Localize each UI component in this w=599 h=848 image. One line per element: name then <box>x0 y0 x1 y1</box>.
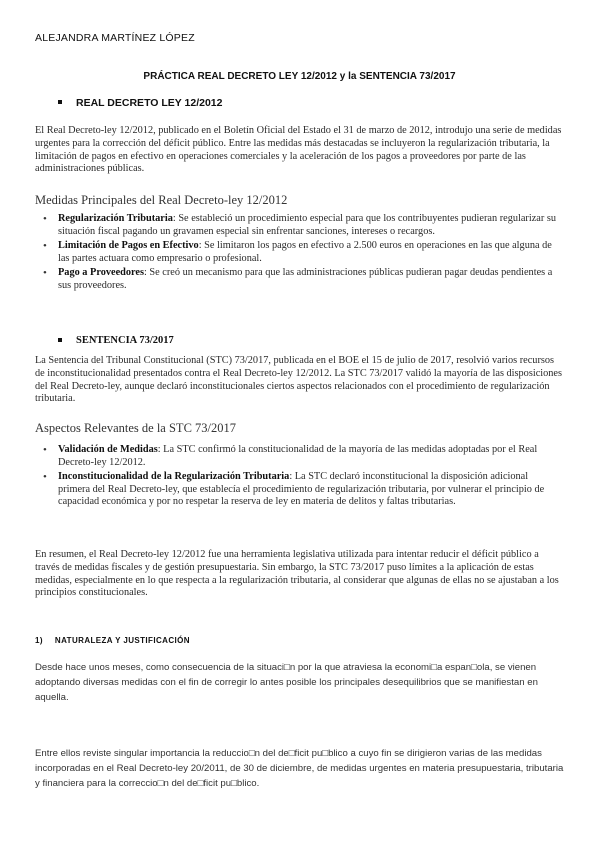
list-item-term: Regularización Tributaria <box>58 213 173 224</box>
list-item <box>43 471 558 509</box>
decreto-intro-paragraph: El Real Decreto-ley 12/2012, publicado en el Boletín Oficial del Estado el 31 de marzo de 2012, introdujo una serie de medidas urgentes para la corrección del déficit público. Entre las medidas más destacadas se incluyeron la regularización tributaria, la limitación de pagos en efectivo en operaciones comerciales y la aceleración de los pagos a proveedores por parte de las administraciones públicas. <box>35 125 562 175</box>
sentencia-aspects-list <box>43 444 558 511</box>
list-item-term: Pago a Proveedores <box>58 267 144 279</box>
bullet-icon: • <box>43 267 47 280</box>
sentencia-intro-paragraph: La Sentencia del Tribunal Constitucional (STC) 73/2017, publicada en el BOE el 15 de julio de 2017, resolvió varios recursos de inconstitucionalidad presentados contra el Real Decreto-ley 12/2012. La STC 73/2017 validó la mayoría de las disposiciones del Real Decreto-ley, aunque declaró inconstitucionales ciertos aspectos relacionados con el procedimiento de regularización tributaria. <box>35 355 563 405</box>
bullet-icon: • <box>43 444 47 456</box>
list-item-text: : Se creó un mecanismo para que las administraciones públicas pudieran pagar deudas pendientes a sus proveedores. <box>58 267 553 291</box>
bullet-icon <box>58 338 62 342</box>
list-item-term: Validación de Medidas <box>58 444 158 455</box>
bullet-icon: • <box>43 213 47 225</box>
bullet-icon: • <box>43 471 47 484</box>
section-heading-label: SENTENCIA 73/2017 <box>76 335 174 346</box>
section-heading-label: REAL DECRETO LEY 12/2012 <box>76 97 223 109</box>
list-item-term: Limitación de Pagos en Efectivo <box>58 240 199 252</box>
bullet-icon: • <box>43 240 47 253</box>
page-title: PRÁCTICA REAL DECRETO LEY 12/2012 y la SENTENCIA 73/2017 <box>143 71 456 82</box>
naturaleza-heading <box>35 636 190 645</box>
decreto-measures-list <box>43 213 558 295</box>
naturaleza-paragraph-1: Desde hace unos meses, como consecuencia de la situaci□n por la que atraviesa la economi□a espan□ola, se vienen adoptando diversas medidas con el fin de corregir lo antes posible los principales desequilibrios que se manifiestan en aquella. <box>35 662 538 703</box>
list-item-text: : La STC declaró inconstitucional la disposición adicional primera del Real Decreto-ley, que establecía el procedimiento de regularización tributaria, por vulnerar el principio de capacidad económica y por no respetar la reserva de ley en materia de delitos y faltas tributarias. <box>58 471 545 508</box>
list-item-text: : Se limitaron los pagos en efectivo a 2.500 euros en operaciones en las que alguna de las partes actuara como empresario o profesional. <box>58 240 552 264</box>
list-item <box>43 240 558 265</box>
list-item <box>43 267 558 292</box>
conclusion-paragraph: En resumen, el Real Decreto-ley 12/2012 fue una herramienta legislativa utilizada para intentar reducir el déficit público a través de medidas fiscales y de gestión presupuestaria. Sin embargo, la STC 73/2017 puso límites a la aplicación de estas medidas, especialmente en lo que respecta a la regularización tributaria, al considerar que algunas de ellas no se ajustaban a los principios constitucionales. <box>35 549 559 599</box>
list-item <box>43 444 558 469</box>
section-heading-label: NATURALEZA Y JUSTIFICACIÓN <box>54 636 190 645</box>
section-heading-decreto <box>58 97 222 109</box>
list-item-text: : La STC confirmó la constitucionalidad de la mayoría de las medidas adoptadas por el Real Decreto-ley 12/2012. <box>58 444 538 468</box>
list-item-text: : Se estableció un procedimiento especial para que los contribuyentes pudieran regularizar su situación fiscal pagando un gravamen especial sin enfrentar sanciones, intereses o recargos. <box>58 213 557 237</box>
sentencia-subheading: Aspectos Relevantes de la STC 73/2017 <box>35 421 237 435</box>
section-number: 1) <box>35 636 43 645</box>
list-item-term: Inconstitucionalidad de la Regularización Tributaria <box>58 471 290 483</box>
section-heading-sentencia <box>58 335 174 346</box>
author-name: ALEJANDRA MARTÍNEZ LÓPEZ <box>35 32 195 44</box>
bullet-icon <box>58 100 62 104</box>
decreto-subheading: Medidas Principales del Real Decreto-ley 12/2012 <box>35 193 288 207</box>
naturaleza-paragraph-2: Entre ellos reviste singular importancia la reduccio□n del de□ficit pu□blico a cuyo fin se dirigieron varias de las medidas incorporadas en el Real Decreto-ley 20/2011, de 30 de diciembre, de medidas urgentes en materia presupuestaria, tributaria y financiera para la correccio□n del de□ficit pu□blico. <box>35 748 564 789</box>
list-item <box>43 213 558 238</box>
